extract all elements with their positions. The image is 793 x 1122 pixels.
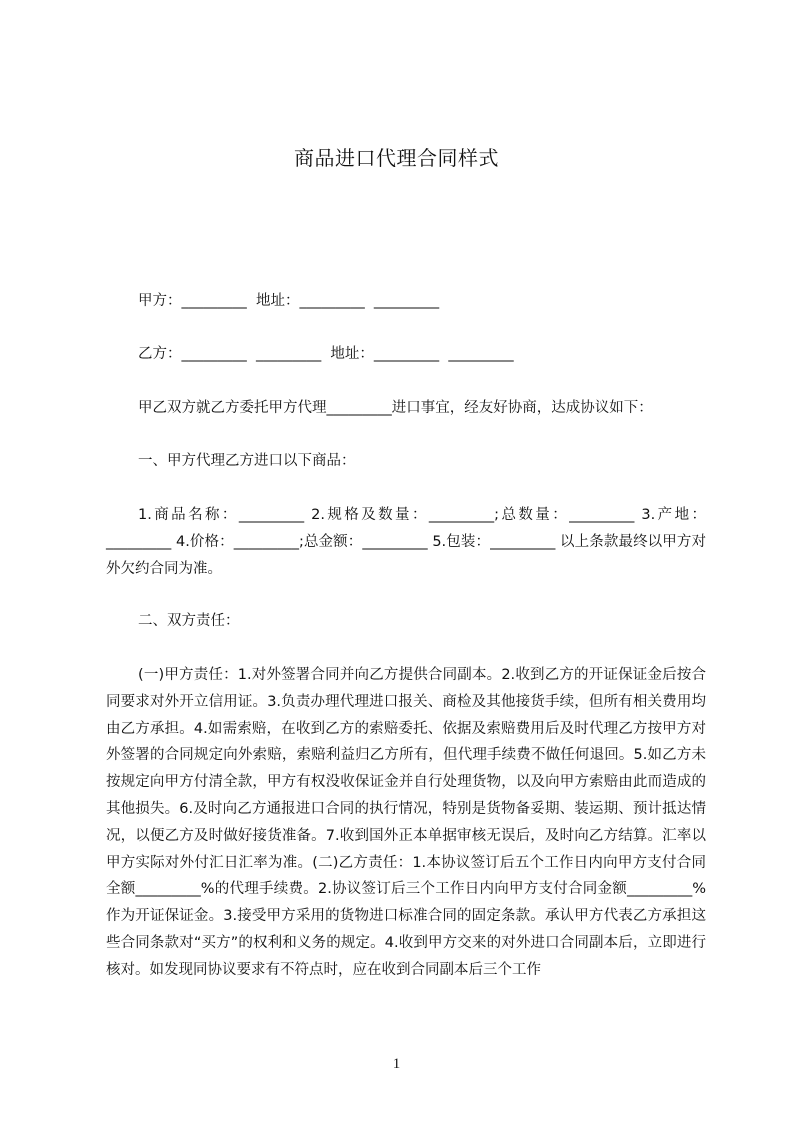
section-2-heading: 二、双方责任：: [138, 613, 240, 629]
page-number: 1: [392, 1056, 401, 1072]
section-1-heading: 一、甲方代理乙方进口以下商品：: [138, 453, 356, 469]
section-2-body: (一)甲方责任：1.对外签署合同并向乙方提供合同副本。2.收到乙方的开证保证金后按合同要求对外开立信用证。3.负责办理代理进口报关、商检及其他接货手续，但所有相关费用均由乙方承担。4.如需索赔，在收到乙方的索赔委托、依据及索赔费用后及时代理乙方按甲方对外签署的合同规定向外索赔，索赔利益归乙方所有，但代理手续费不做任何退回。5.如乙方未按规定向甲方付清全款，甲方有权没收保证金并自行处理货物，以及向甲方索赔由此而造成的其他损失。6.及时向乙方通报进口合同的执行情况，特别是货物备妥期、装运期、预计抵达情况，以便乙方及时做好接货准备。7.收到国外正本单据审核无误后，及时向乙方结算。汇率以甲方实际对外付汇日汇率为准。(二)乙方责任：1.本协议签订后五个工作日内向甲方支付合同全额_________%的代理手续费。2.协议签订后三个工作日内向甲方支付合同金额_________%作为开证保证金。3.接受甲方采用的货物进口标准合同的固定条款。承认甲方代表乙方承担这些合同条款对“买方”的权利和义务的规定。4.收到甲方交来的对外进口合同副本后，立即进行核对。如发现同协议要求有不符点时，应在收到合同副本后三个工作: [106, 667, 706, 978]
agreement-intro: 甲乙双方就乙方委托甲方代理_________进口事宜，经友好协商，达成协议如下：: [138, 400, 653, 416]
party-b-line: 乙方：_________ _________ 地址：_________ _________: [138, 346, 514, 362]
document-title: 商品进口代理合同样式: [294, 146, 499, 170]
section-1-body: 1.商品名称：_________ 2.规格及数量：_________;总数量：_________ 3.产地：_________ 4.价格：_________;总金额：_________ 5.包装：_________ 以上条款最终以甲方对外欠约合同为准。: [106, 507, 706, 577]
party-a-line: 甲方：_________ 地址：_________ _________: [138, 293, 440, 309]
